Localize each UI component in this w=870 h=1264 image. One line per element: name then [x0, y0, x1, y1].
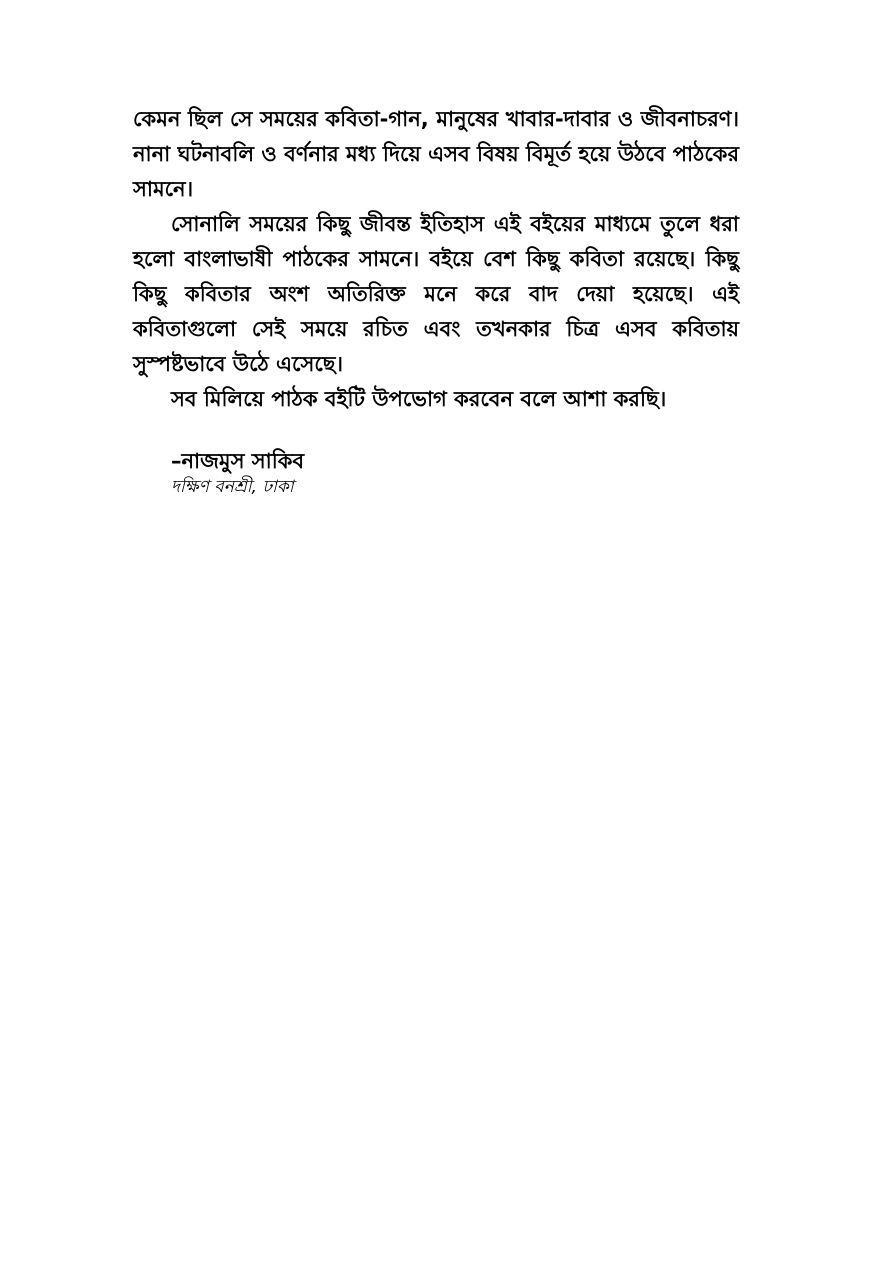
author-location: দক্ষিণ বনশ্রী, ঢাকা: [171, 477, 294, 497]
paragraph-3: সব মিলিয়ে পাঠক বইটি উপভোগ করবেন বলে আশা করছি।: [171, 387, 667, 411]
author-name: –নাজমুস সাকিব: [171, 449, 305, 473]
page-content: [133, 102, 739, 498]
paragraph-2: সোনালি সময়ের কিছু জীবন্ত ইতিহাস এই বইয়ের মাধ্যমে তুলে ধরা হলো বাংলাভাষী পাঠকের সামনে। বইয়ে বেশ কিছু কবিতা রয়েছে। কিছু কিছু কবিতার অংশ অতিরিক্ত মনে করে বাদ দেয়া হয়েছে। এই কবিতাগুলো সেই সময়ে রচিত এবং তখনকার চিত্র এসব কবিতায় সুস্পষ্টভাবে উঠে এসেছে।: [133, 212, 739, 376]
paragraph-1: কেমন ছিল সে সময়ের কবিতা-গান, মানুষের খাবার-দাবার ও জীবনাচরণ। নানা ঘটনাবলি ও বর্ণনার মধ্য দিয়ে এসব বিষয় বিমূর্ত হয়ে উঠবে পাঠকের সামনে।: [133, 107, 739, 201]
signature-block: [171, 446, 739, 498]
